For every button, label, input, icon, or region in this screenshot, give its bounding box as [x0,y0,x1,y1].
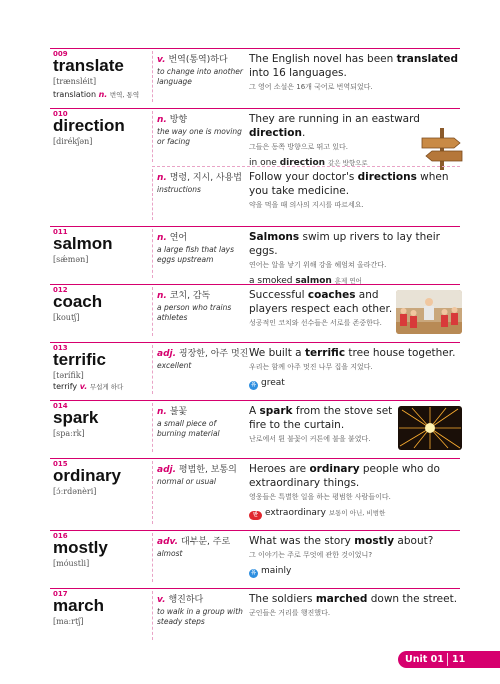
signpost-image [420,124,464,170]
part-of-speech: adj. [157,349,177,359]
part-of-speech: v. [157,595,166,605]
entry-number: 015 [53,460,68,468]
page-number: 11 [452,654,466,665]
example-column [249,534,461,578]
column-separator [152,345,153,394]
part-of-speech: v. [157,55,166,65]
english-definition: almost [157,549,183,558]
example-sentence: The soldiers marched down the street. [249,593,458,605]
antonym-translation: 보통이 아닌, 비범한 [328,509,386,517]
sense [152,342,460,398]
derived-word-text: terrify [53,382,78,391]
keyword: ordinary [309,463,360,475]
sparks-photo [398,406,462,450]
sense-divider [152,166,460,167]
example-column [249,230,461,287]
entry-number: 011 [53,228,68,236]
sense [152,108,460,166]
synonym [249,565,461,578]
english-definition: a person who trains athletes [157,303,232,322]
sense [152,166,460,224]
part-of-speech: n. [157,115,167,125]
derived-word-text: translation [53,90,97,99]
part-of-speech: adv. [157,537,179,547]
example-translation: 영웅들은 특별한 일을 하는 평범한 사람들이다. [249,493,391,501]
pronunciation: [ɔ́ːrdənèri] [53,487,97,496]
english-definition: excellent [157,361,192,370]
column-separator [152,591,153,640]
example-translation: 성공적인 코치와 선수들은 서로를 존중한다. [249,319,382,327]
part-of-speech: n. [157,233,167,243]
column-separator [152,461,153,524]
derived-word [53,382,123,391]
entry-number: 014 [53,402,68,410]
entry-spark [50,400,460,456]
example-column [249,170,461,210]
english-definition: to walk in a group with steady steps [157,607,243,626]
sense [152,530,460,586]
entry-number: 010 [53,110,68,118]
entry-number: 009 [53,50,68,58]
korean-meaning: 연어 [169,233,188,243]
korean-meaning: 코치, 감독 [169,291,211,301]
derived-word-pos: n. [98,90,108,99]
headword: ordinary [53,466,122,485]
entry-number: 013 [53,344,68,352]
example-column [249,462,461,520]
headword: coach [53,292,103,311]
keyword: spark [259,405,293,417]
example-column [249,592,461,618]
example-sentence: Follow your doctor's directions when you take medicine. [249,171,449,197]
english-definition: the way one is moving or facing [157,127,242,146]
synonym-icon: 유 [249,569,258,578]
pronunciation: [dirékʃən] [53,137,93,146]
example-translation: 약을 먹을 때 의사의 지시를 따르세요. [249,201,364,209]
headword: translate [53,56,124,75]
example-translation: 연어는 알을 낳기 위해 강을 헤엄쳐 올라간다. [249,261,387,269]
keyword: mostly [354,535,395,547]
example-sentence: The English novel has been translated into 16 languages. [249,53,458,79]
example-sentence: A spark from the stove set fire to the curtain. [249,405,393,431]
example-sentence: Successful coaches and players respect each other. [249,289,393,315]
example-sentence: Heroes are ordinary people who do extraordinary things. [249,463,440,489]
sense [152,48,460,106]
derived-word-pos: v. [79,382,88,391]
derived-word-meaning: 무섭게 하다 [89,383,124,391]
headword: march [53,596,105,615]
example-translation: 그 이야기는 주로 무엇에 관한 것이었니? [249,551,373,559]
example-column [249,52,461,92]
korean-meaning: 불꽃 [169,407,188,417]
sense [152,400,460,456]
english-definition: normal or usual [157,477,216,486]
entry-mostly [50,530,460,586]
unit-label: Unit 01 [405,654,444,665]
phrase: a smoked salmon 훈제 연어 [249,276,362,286]
entry-number: 012 [53,286,68,294]
entry-direction [50,108,460,224]
column-separator [152,403,153,452]
korean-meaning: 방향 [169,115,188,125]
pronunciation: [sǽmən] [53,255,89,264]
definition-column [157,404,243,439]
example-sentence: Salmons swim up rivers to lay their eggs. [249,231,440,257]
synonym-icon: 유 [249,381,258,390]
definition-column [157,592,243,627]
footer-divider [447,653,448,666]
entry-terrific [50,342,460,398]
korean-meaning: 번역(통역)하다 [168,55,228,65]
column-separator [152,533,153,582]
pronunciation: [tərífik] [53,371,84,380]
part-of-speech: n. [157,173,167,183]
entry-number: 017 [53,590,68,598]
english-definition: a small piece of burning material [157,419,220,438]
korean-meaning: 평범한, 보통의 [178,465,237,475]
synonym [249,377,461,390]
example-translation: 그 영어 소설은 16개 국어로 번역되었다. [249,83,373,91]
definition-column [157,462,243,487]
phrase-translation: 같은 방향으로 [327,159,368,167]
keyword: terrific [304,347,346,359]
example-translation: 그들은 동쪽 방향으로 뛰고 있다. [249,143,349,151]
sense [152,226,460,286]
example-column [249,346,461,390]
pronunciation: [maːrtʃ] [53,617,84,626]
entry-number: 016 [53,532,68,540]
headword: salmon [53,234,113,253]
keyword: coaches [307,289,356,301]
headword: direction [53,116,125,135]
example-translation: 우리는 함께 아주 멋진 나무 집을 지었다. [249,363,373,371]
entry-translate [50,48,460,106]
example-sentence: We built a terrific tree house together. [249,347,456,359]
keyword: salmon [295,276,332,286]
part-of-speech: n. [157,407,167,417]
definition-column [157,230,243,265]
antonym-icon: 반 [249,511,262,520]
column-separator [152,169,153,220]
phrase-translation: 훈제 연어 [334,277,362,285]
headword: terrific [53,350,106,369]
part-of-speech: adj. [157,465,177,475]
keyword: direction [279,158,326,168]
entry-march [50,588,460,644]
sense [152,458,460,528]
entry-coach [50,284,460,340]
column-separator [152,229,153,278]
example-sentence: They are running in an eastward direction. [249,113,420,139]
definition-column [157,346,249,371]
keyword: directions [357,171,417,183]
headword: mostly [53,538,108,557]
korean-meaning: 굉장한, 아주 멋진 [178,349,249,359]
part-of-speech: n. [157,291,167,301]
coach-photo [396,290,462,334]
synonym-word: mainly [261,566,292,576]
keyword: direction [249,127,302,139]
korean-meaning: 대부분, 주로 [180,537,231,547]
definition-column [157,52,243,87]
derived-word-meaning: 번역, 통역 [109,91,140,99]
definition-column [157,112,243,147]
column-separator [152,287,153,336]
keyword: translated [396,53,458,65]
synonym-word: great [261,378,285,388]
keyword: Salmons [249,231,300,243]
english-definition: a large fish that lays eggs upstream [157,245,235,264]
antonym-word: extraordinary [265,508,326,518]
keyword: marched [315,593,368,605]
antonym [249,507,461,520]
korean-meaning: 행진하다 [168,595,204,605]
sense [152,588,460,644]
definition-column [157,288,243,323]
column-separator [152,111,153,162]
headword: spark [53,408,99,427]
korean-meaning: 명령, 지시, 사용법 [169,173,243,183]
pronunciation: [trænsléit] [53,77,97,86]
example-translation: 군인들은 거리를 행진했다. [249,609,331,617]
pronunciation: [spaːrk] [53,429,85,438]
definition-column [157,170,243,195]
entry-ordinary [50,458,460,528]
definition-column [157,534,243,559]
sense [152,284,460,340]
example-translation: 난로에서 튄 불꽃이 커튼에 불을 붙였다. [249,435,371,443]
english-definition: instructions [157,185,201,194]
entry-salmon [50,226,460,286]
pronunciation: [móustli] [53,559,90,568]
english-definition: to change into another language [157,67,243,86]
pronunciation: [koutʃ] [53,313,80,322]
example-sentence: What was the story mostly about? [249,535,434,547]
derived-word [53,90,139,99]
column-separator [152,51,153,102]
phrase: in one direction 같은 방향으로 [249,158,368,168]
